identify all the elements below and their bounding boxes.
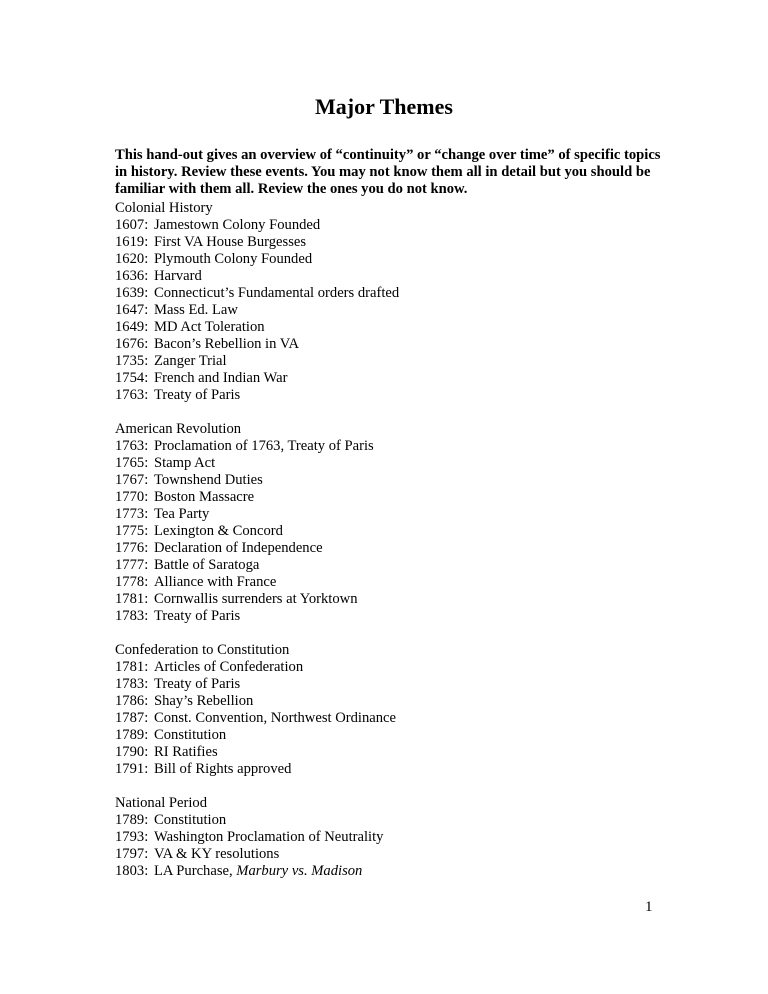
entry-year: 1676: [115,336,149,352]
section-heading: Colonial History [115,200,213,216]
timeline-entry [115,574,399,591]
entry-year: 1770: [115,489,149,505]
entry-year: 1781: [115,659,149,675]
timeline-entry [115,302,399,319]
timeline-entry [115,761,399,778]
entry-year: 1789: [115,727,149,743]
entry-event: Bill of Rights approved [154,761,292,777]
entry-year: 1791: [115,761,149,777]
timeline-entry [115,540,399,557]
section-heading: American Revolution [115,421,242,437]
entry-event: Washington Proclamation of Neutrality [154,829,384,845]
entry-event: Harvard [154,268,202,284]
entry-event: Articles of Confederation [154,659,304,675]
entry-event: Connecticut’s Fundamental orders drafted [154,285,400,301]
timeline-entry [115,523,399,540]
entry-year: 1790: [115,744,149,760]
entry-event: Treaty of Paris [154,676,241,692]
timeline-entry [115,863,399,880]
timeline-section [115,200,399,404]
timeline-entry [115,472,399,489]
timeline-entry [115,659,399,676]
entry-event: Stamp Act [154,455,216,471]
entry-year: 1777: [115,557,149,573]
entry-year: 1773: [115,506,149,522]
entry-event: Declaration of Independence [154,540,323,556]
entry-event: French and Indian War [154,370,288,386]
section-heading: National Period [115,795,208,811]
entry-year: 1789: [115,812,149,828]
entry-event: Plymouth Colony Founded [154,251,313,267]
entry-year: 1763: [115,387,149,403]
entry-event: Battle of Saratoga [154,557,260,573]
timeline-entry [115,319,399,336]
timeline-entry [115,693,399,710]
entry-event: Lexington & Concord [154,523,283,539]
entry-year: 1636: [115,268,149,284]
entry-event: Proclamation of 1763, Treaty of Paris [154,438,374,454]
timeline-section [115,421,399,625]
timeline-entry [115,370,399,387]
entry-event: Shay’s Rebellion [154,693,254,709]
timeline-entry [115,438,399,455]
timeline-entry [115,217,399,234]
entry-event: Bacon’s Rebellion in VA [154,336,299,352]
entry-event: Treaty of Paris [154,387,241,403]
timeline-entry [115,744,399,761]
entry-event: Jamestown Colony Founded [154,217,321,233]
entry-event: MD Act Toleration [154,319,265,335]
entry-event: Alliance with France [154,574,277,590]
entry-year: 1767: [115,472,149,488]
page-number: 1 [645,899,653,915]
entry-year: 1763: [115,438,149,454]
entry-year: 1783: [115,608,149,624]
timeline-entry [115,489,399,506]
entry-year: 1803: [115,863,149,879]
entry-year: 1797: [115,846,149,862]
entry-event: LA Purchase, [154,863,237,879]
intro-paragraph: This hand-out gives an overview of “continuity” or “change over time” of specific topics in history. Review these events. You may not know them all in detail but you should be familiar with them all. Review the ones you do not know. [115,147,661,197]
timeline-content [115,200,399,897]
timeline-section [115,795,399,880]
entry-event: Boston Massacre [154,489,255,505]
entry-event: VA & KY resolutions [154,846,280,862]
entry-year: 1649: [115,319,149,335]
entry-event: Mass Ed. Law [154,302,238,318]
entry-year: 1781: [115,591,149,607]
timeline-entry [115,455,399,472]
timeline-entry [115,268,399,285]
entry-event: Constitution [154,727,227,743]
entry-event: Zanger Trial [154,353,227,369]
entry-year: 1783: [115,676,149,692]
timeline-entry [115,591,399,608]
entry-year: 1765: [115,455,149,471]
entry-event: Const. Convention, Northwest Ordinance [154,710,396,726]
entry-year: 1793: [115,829,149,845]
timeline-entry [115,676,399,693]
entry-year: 1607: [115,217,149,233]
timeline-entry [115,353,399,370]
entry-event: First VA House Burgesses [154,234,307,250]
timeline-entry [115,812,399,829]
entry-event: Treaty of Paris [154,608,241,624]
timeline-entry [115,336,399,353]
timeline-entry [115,234,399,251]
timeline-entry [115,557,399,574]
timeline-entry [115,387,399,404]
timeline-entry [115,608,399,625]
entry-year: 1787: [115,710,149,726]
page-title: Major Themes [315,94,453,119]
entry-year: 1775: [115,523,149,539]
entry-year: 1786: [115,693,149,709]
entry-event: Tea Party [154,506,210,522]
section-heading: Confederation to Constitution [115,642,290,658]
entry-year: 1776: [115,540,149,556]
entry-year: 1639: [115,285,149,301]
entry-year: 1735: [115,353,149,369]
entry-event: Constitution [154,812,227,828]
timeline-entry [115,710,399,727]
entry-event: RI Ratifies [154,744,218,760]
entry-year: 1647: [115,302,149,318]
entry-year: 1778: [115,574,149,590]
timeline-section [115,642,399,778]
timeline-entry [115,727,399,744]
timeline-entry [115,251,399,268]
timeline-entry [115,285,399,302]
timeline-entry [115,829,399,846]
entry-event-italic: Marbury vs. Madison [236,863,363,879]
entry-year: 1754: [115,370,149,386]
entry-year: 1619: [115,234,149,250]
entry-year: 1620: [115,251,149,267]
entry-event: Cornwallis surrenders at Yorktown [154,591,358,607]
entry-event: Townshend Duties [154,472,263,488]
timeline-entry [115,846,399,863]
timeline-entry [115,506,399,523]
